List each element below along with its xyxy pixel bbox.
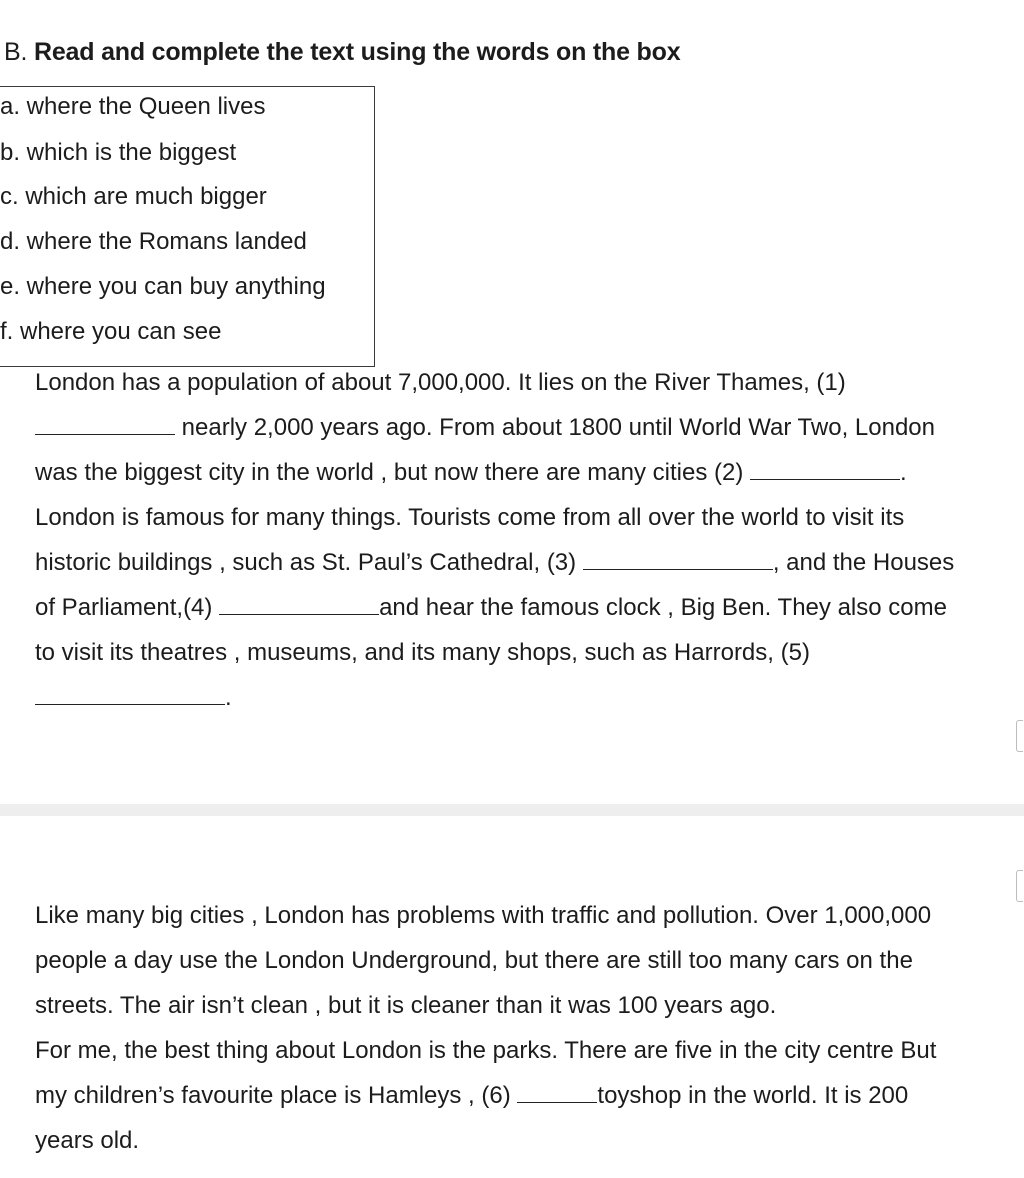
passage1-line2-text: nearly 2,000 years ago. From about 1800 until World War Two, London (181, 414, 935, 441)
option-b: b. which is the biggest (0, 139, 237, 166)
page-edge-mark (1016, 720, 1023, 752)
passage1-line6 (35, 585, 947, 630)
page-edge-mark (1016, 870, 1023, 902)
passage1-line3: was the biggest city in the world , but now there are many cities (2) . (35, 459, 907, 486)
passage1-line6-text: of Parliament,(4) (35, 594, 213, 621)
passage2-line5-text: my children’s favourite place is Hamleys , (6) (35, 1082, 511, 1109)
passage1-line2 (35, 405, 935, 450)
passage2-line1: Like many big cities , London has problems with traffic and pollution. Over 1,000,000 (35, 902, 932, 929)
passage2-line3: streets. The air isn’t clean , but it is cleaner than it was 100 years ago. (35, 992, 777, 1019)
passage1-line5-text: historic buildings , such as St. Paul’s Cathedral, (3) (35, 549, 577, 576)
exercise-heading (4, 38, 680, 67)
blank-6[interactable] (517, 1080, 597, 1103)
passage1-line8: . (35, 675, 232, 720)
passage1-line3-text: was the biggest city in the world , but now there are many cities (2) (35, 459, 744, 486)
option-e: e. where you can buy anything (0, 273, 326, 300)
passage1-line5 (35, 540, 954, 585)
option-d: d. where the Romans landed (0, 228, 307, 255)
exercise-title: Read and complete the text using the words on the box (33, 38, 681, 66)
passage2-line6: years old. (35, 1127, 140, 1154)
passage2-line5 (35, 1073, 908, 1118)
passage2-line2: people a day use the London Underground, but there are still too many cars on the (35, 947, 913, 974)
passage2-line4: For me, the best thing about London is the parks. There are five in the city centre But (35, 1037, 937, 1064)
passage1-line6-tail: and hear the famous clock , Big Ben. They also come (379, 594, 947, 621)
blank-4[interactable] (219, 592, 379, 615)
passage1-line1: London has a population of about 7,000,000. It lies on the River Thames, (1) (35, 369, 846, 396)
passage1-line7: to visit its theatres , museums, and its many shops, such as Harrords, (5) (35, 639, 810, 666)
option-a: a. where the Queen lives (0, 93, 266, 120)
page-separator (0, 804, 1024, 816)
option-c: c. which are much bigger (0, 183, 267, 210)
blank-3[interactable] (583, 547, 773, 570)
blank-5[interactable] (35, 682, 225, 705)
passage2-line5-tail: toyshop in the world. It is 200 (597, 1082, 909, 1109)
blank-2[interactable] (750, 457, 900, 480)
exercise-letter: B. (4, 38, 28, 66)
blank-1[interactable] (35, 412, 175, 435)
passage1-line4: London is famous for many things. Tourists come from all over the world to visit its (35, 504, 905, 531)
option-f: f. where you can see (0, 318, 222, 345)
passage1-line5-tail: , and the Houses (772, 549, 955, 576)
